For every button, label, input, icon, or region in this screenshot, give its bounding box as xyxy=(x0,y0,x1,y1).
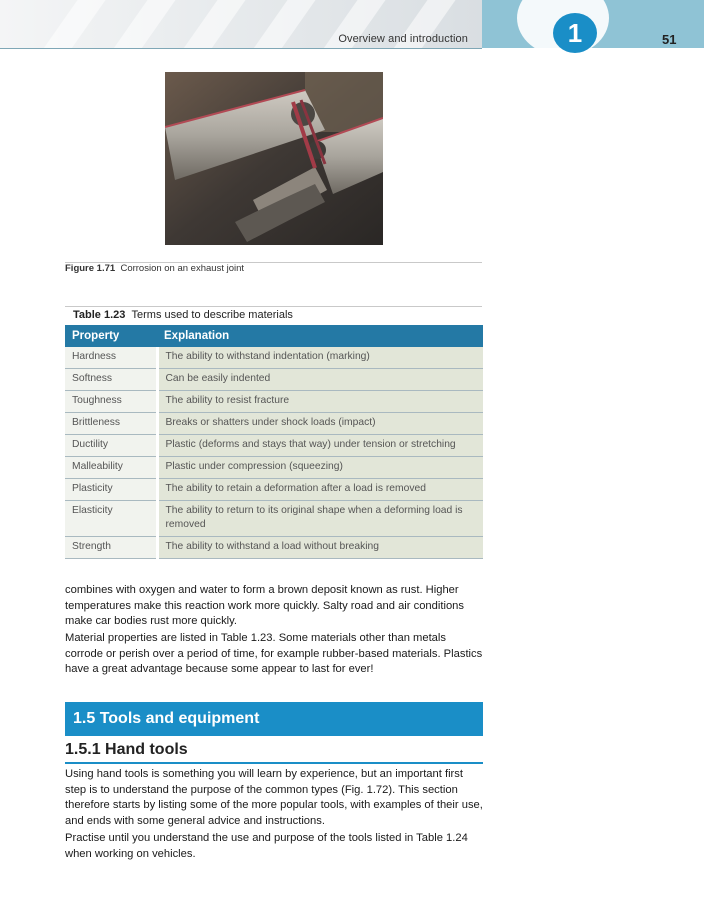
explanation-cell: Plastic under compression (squeezing) xyxy=(157,457,483,479)
property-cell: Toughness xyxy=(65,391,157,413)
explanation-cell: Plastic (deforms and stays that way) under tension or stretching xyxy=(157,435,483,457)
body-paragraph-material-properties: Material properties are listed in Table 1.23. Some materials other than metals corrode or perish over a period of time, for example rubber-based materials. Plastics have a great advantage because some appear to last for ever! xyxy=(65,632,483,675)
exhaust-corrosion-photo-drawing xyxy=(165,72,383,245)
tyre-tread-pattern xyxy=(35,0,112,48)
body-paragraph-practise: Practise until you understand the use and purpose of the tools listed in Table 1.24 when working on vehicles. xyxy=(65,832,468,860)
table-rule xyxy=(65,306,482,307)
property-cell: Strength xyxy=(65,537,157,559)
header-rule xyxy=(0,48,482,49)
header-band xyxy=(0,0,482,48)
table-row xyxy=(65,435,483,457)
property-cell: Ductility xyxy=(65,435,157,457)
column-header-explanation: Explanation xyxy=(157,325,483,347)
exhaust-corrosion-photo xyxy=(165,72,383,245)
running-header-title: Overview and introduction xyxy=(338,33,468,45)
property-cell: Elasticity xyxy=(65,501,157,537)
table-row xyxy=(65,391,483,413)
explanation-cell: Breaks or shatters under shock loads (impact) xyxy=(157,413,483,435)
table-row xyxy=(65,479,483,501)
property-cell: Brittleness xyxy=(65,413,157,435)
page-number: 51 xyxy=(662,32,677,47)
table-caption-text: Terms used to describe materials xyxy=(131,309,293,321)
property-cell: Malleability xyxy=(65,457,157,479)
explanation-cell: The ability to retain a deformation after a load is removed xyxy=(157,479,483,501)
table-header-row xyxy=(65,325,483,347)
column-header-property: Property xyxy=(65,325,157,347)
figure-label: Figure 1.71 xyxy=(65,263,116,274)
body-paragraph-hand-tools-intro: Using hand tools is something you will learn by experience, but an important first step is to understand the purpose of the common types (Fig. 1.72). This section therefore starts by listing some of the more popular tools, with examples of their use, and ends with some general advice and instructions. xyxy=(65,768,483,827)
tyre-tread-pattern xyxy=(105,0,182,48)
subsection-heading-hand-tools: 1.5.1 Hand tools xyxy=(65,739,483,764)
materials-terms-table xyxy=(65,325,483,559)
chapter-number-badge: 1 xyxy=(553,13,597,53)
explanation-cell: The ability to resist fracture xyxy=(157,391,483,413)
figure-caption-text: Corrosion on an exhaust joint xyxy=(120,263,245,274)
property-cell: Plasticity xyxy=(65,479,157,501)
section-heading-tools-and-equipment: 1.5 Tools and equipment xyxy=(65,702,483,736)
table-caption xyxy=(73,309,293,321)
tyre-tread-pattern xyxy=(175,0,252,48)
table-row xyxy=(65,413,483,435)
table-row xyxy=(65,369,483,391)
table-row xyxy=(65,501,483,537)
figure-caption xyxy=(65,263,244,274)
table-label: Table 1.23 xyxy=(73,309,126,321)
explanation-cell: The ability to withstand a load without breaking xyxy=(157,537,483,559)
property-cell: Hardness xyxy=(65,347,157,369)
property-cell: Softness xyxy=(65,369,157,391)
tyre-tread-pattern xyxy=(245,0,322,48)
body-paragraph-rust: combines with oxygen and water to form a brown deposit known as rust. Higher temperatures make this reaction work more quickly. Salty road and air conditions make car bodies rust more quickly. xyxy=(65,584,464,627)
explanation-cell: The ability to return to its original shape when a deforming load is removed xyxy=(157,501,483,537)
table-row xyxy=(65,537,483,559)
table-row xyxy=(65,457,483,479)
explanation-cell: The ability to withstand indentation (marking) xyxy=(157,347,483,369)
table-row xyxy=(65,347,483,369)
explanation-cell: Can be easily indented xyxy=(157,369,483,391)
